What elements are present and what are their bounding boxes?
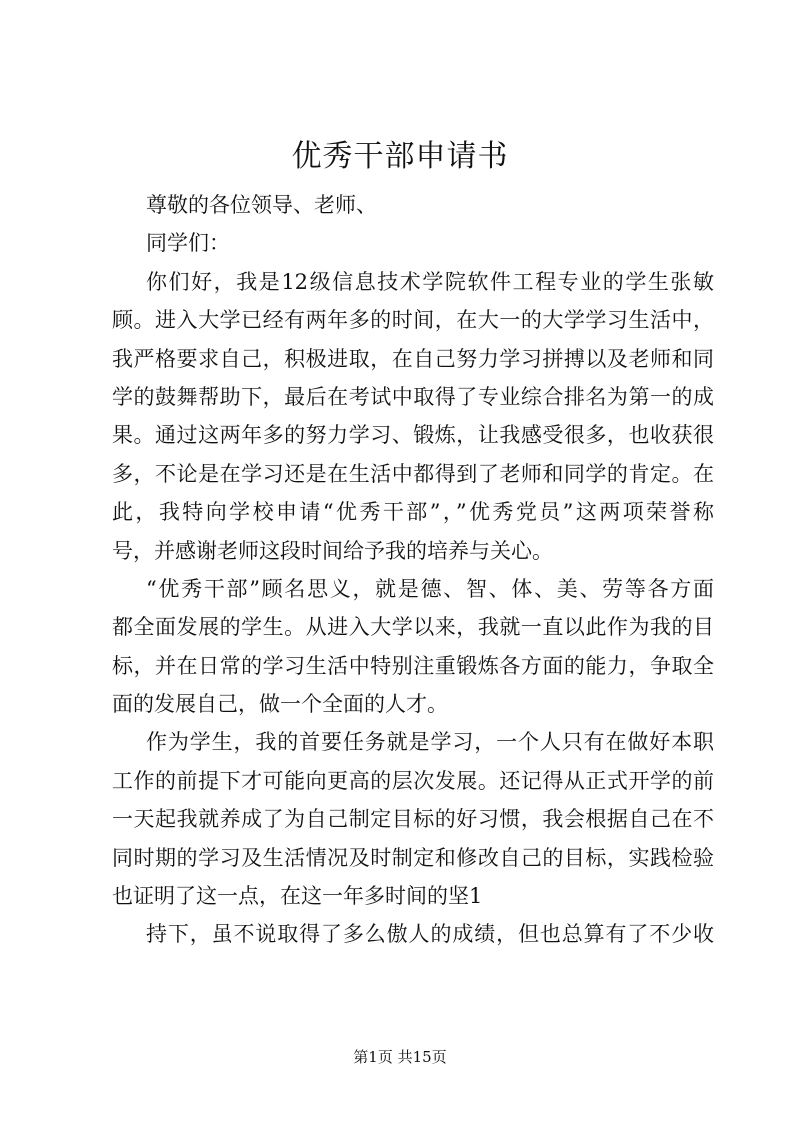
paragraph-line: 我严格要求自己，积极进取，在自己努力学习拼搏以及老师和同 xyxy=(112,346,714,371)
document-title: 优秀干部申请书 xyxy=(291,139,509,174)
paragraph-line: 顾。进入大学已经有两年多的时间，在大一的大学学习生活中， xyxy=(112,308,714,333)
paragraph-line: 持下，虽不说取得了多么傲人的成绩，但也总算有了不少收 xyxy=(146,922,714,947)
paragraph-line: 工作的前提下才可能向更高的层次发展。还记得从正式开学的前 xyxy=(112,768,714,793)
paragraph-line: 你们好，我是12级信息技术学院软件工程专业的学生张敏 xyxy=(146,269,714,294)
paragraph-line: 面的发展自己，做一个全面的人才。 xyxy=(112,692,448,717)
paragraph-line: 学的鼓舞帮助下，最后在考试中取得了专业综合排名为第一的成 xyxy=(112,384,714,409)
paragraph-line: 也证明了这一点，在这一年多时间的坚1 xyxy=(112,884,483,909)
paragraph-line: “优秀干部”顾名思义，就是德、智、体、美、劳等各方面 xyxy=(146,576,714,601)
salutation-line: 同学们： xyxy=(146,231,230,256)
page-footer: 第1页 共15页 xyxy=(353,1048,447,1066)
salutation-line: 尊敬的各位领导、老师、 xyxy=(146,193,377,217)
paragraph-line: 号，并感谢老师这段时间给予我的培养与关心。 xyxy=(112,538,553,563)
paragraph-line: 同时期的学习及生活情况及时制定和修改自己的目标，实践检验 xyxy=(112,845,714,870)
paragraph-line: 标，并在日常的学习生活中特别注重锻炼各方面的能力，争取全 xyxy=(112,653,714,678)
document-body xyxy=(112,186,714,954)
paragraph-line: 都全面发展的学生。从进入大学以来，我就一直以此作为我的目 xyxy=(112,615,714,640)
paragraph-line: 作为学生，我的首要任务就是学习，一个人只有在做好本职 xyxy=(146,730,714,755)
paragraph-line: 多，不论是在学习还是在生活中都得到了老师和同学的肯定。在 xyxy=(112,461,714,486)
paragraph-line: 一天起我就养成了为自己制定目标的好习惯，我会根据自己在不 xyxy=(112,807,714,832)
paragraph-line: 此，我特向学校申请“优秀干部”，”优秀党员”这两项荣誉称 xyxy=(112,500,714,525)
paragraph-line: 果。通过这两年多的努力学习、锻炼，让我感受很多，也收获很 xyxy=(112,423,714,448)
